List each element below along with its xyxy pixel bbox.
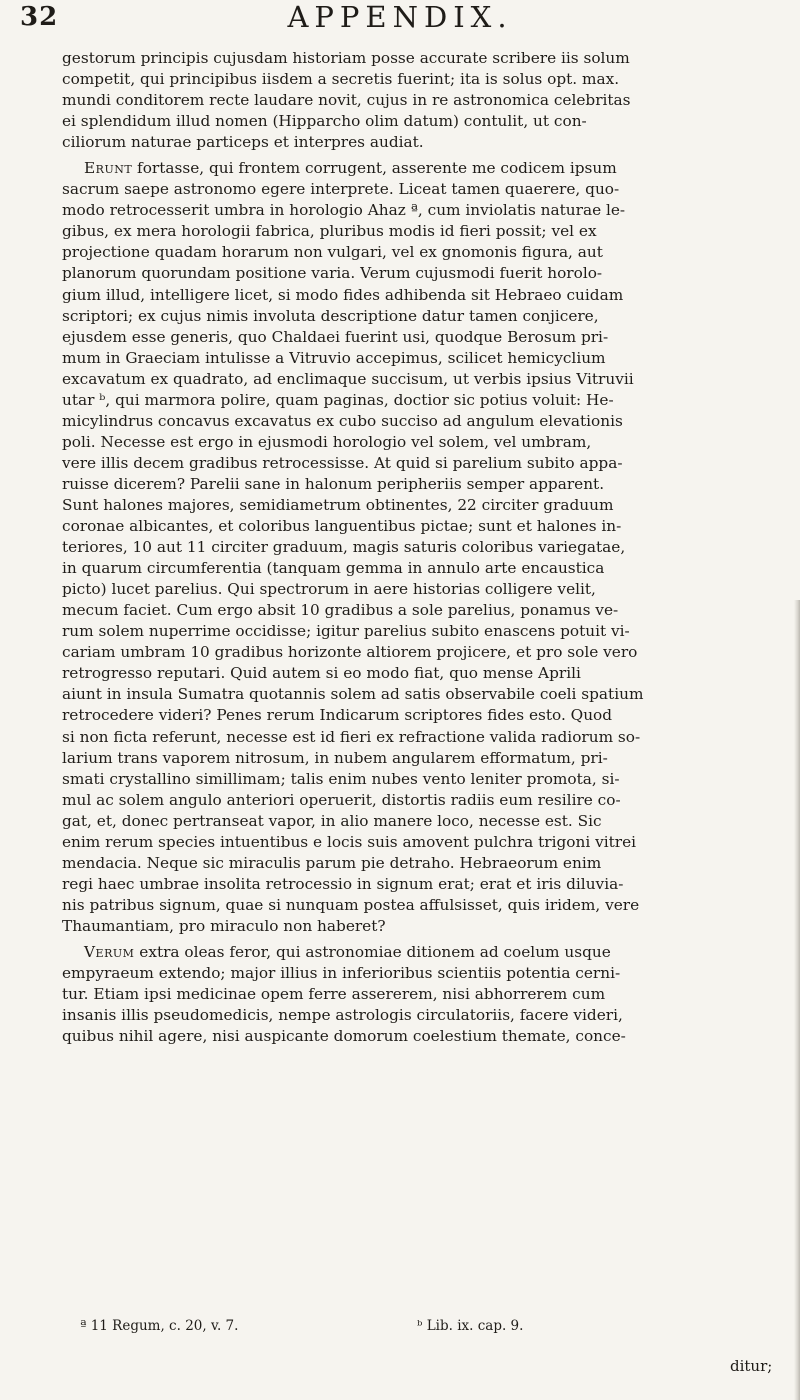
line-text: ciliorum naturae particeps et interpres audiat. [62,133,424,152]
line-text: retrogresso reputari. Quid autem si eo modo fiat, quo mense Aprili [62,664,581,683]
line-text: mendacia. Neque sic miraculis parum pie detraho. Hebraeorum enim [62,853,602,872]
line-text: fortasse, qui frontem corrugent, asserente me codicem ipsum [132,159,617,178]
line-text: micylindrus concavus excavatus ex cubo succiso ad angulum elevationis [62,411,623,430]
line-text: poli. Necesse est ergo in ejusmodi horologio vel solem, vel umbram, [62,432,592,451]
paragraph-3 [62,942,768,1047]
text-line [62,942,768,963]
line-text: mul ac solem angulo anteriori operuerit, distortis radiis eum resilire co- [62,790,621,809]
line-text: insanis illis pseudomedicis, nempe astrologis circulatoriis, facere videri, [62,1006,623,1025]
line-text: mum in Graeciam intulisse a Vitruvio accepimus, scilicet hemicyclium [62,348,606,367]
line-text: mundi conditorem recte laudare novit, cujus in re astronomica celebritas [62,91,631,110]
text-line [62,663,768,684]
text-line [62,200,768,221]
line-text: gium illud, intelligere licet, si modo fides adhibenda sit Hebraeo cuidam [62,285,624,304]
paragraph-lead-word: Verum [84,942,135,961]
line-text: gestorum principis cujusdam historiam posse accurate scribere iis solum [62,49,630,67]
text-line [62,348,768,369]
text-line [62,453,768,474]
line-text: utar ᵇ, qui marmora polire, quam paginas, doctior sic potius voluit: He- [62,390,614,409]
text-line [62,132,768,153]
line-text: ei splendidum illud nomen (Hipparcho olim datum) contulit, ut con- [62,112,587,131]
line-text: ejusdem esse generis, quo Chaldaei fuerint usi, quodque Berosum pri- [62,327,609,346]
text-line [62,242,768,263]
text-line [62,963,768,984]
line-text: scriptori; ex cujus nimis involuta descriptione datur tamen conjicere, [62,306,599,325]
text-line [62,285,768,306]
line-text: Sunt halones majores, semidiametrum obtinentes, 22 circiter graduum [62,495,614,514]
text-line [62,558,768,579]
running-head: APPENDIX. [287,0,513,34]
page-number: 32 [20,2,59,32]
text-line [62,684,768,705]
text-line [62,369,768,390]
text-line [62,221,768,242]
text-line [62,537,768,558]
line-text: enim rerum species intuentibus e locis suis amovent pulchra trigoni vitrei [62,832,637,851]
page-header [20,0,780,40]
line-text: retrocedere videri? Penes rerum Indicarum scriptores fides esto. Quod [62,706,613,725]
footnotes [62,1318,768,1342]
text-line [62,516,768,537]
line-text: gibus, ex mera horologii fabrica, pluribus modis id fieri possit; vel ex [62,222,597,241]
text-line [62,832,768,853]
line-text: gat, et, donec pertranseat vapor, in alio manere loco, necesse est. Sic [62,811,602,830]
text-line [62,600,768,621]
text-line [62,179,768,200]
text-line [62,727,768,748]
text-line [62,495,768,516]
text-line [62,69,768,90]
text-line [62,411,768,432]
body-text [62,48,768,1047]
text-line [62,432,768,453]
line-text: vere illis decem gradibus retrocessisse. At quid si parelium subito appa- [62,453,623,472]
text-line [62,895,768,916]
line-text: in quarum circumferentia (tanquam gemma in annulo arte encaustica [62,559,605,578]
text-line [62,390,768,411]
line-text: sacrum saepe astronomo egere interprete. Liceat tamen quaerere, quo- [62,180,620,199]
footnote-b: ᵇ Lib. ix. cap. 9. [417,1318,524,1334]
text-line [62,984,768,1005]
line-text: regi haec umbrae insolita retrocessio in signum erat; erat et iris diluvia- [62,874,624,893]
text-line [62,48,768,69]
line-text: quibus nihil agere, nisi auspicante domorum coelestium themate, conce- [62,1027,626,1046]
page-gutter-shadow [794,600,800,1400]
line-text: planorum quorundam positione varia. Verum cujusmodi fuerit horolo- [62,264,603,283]
paragraph-lead-word: Erunt [84,159,133,178]
text-line [62,306,768,327]
text-line [62,474,768,495]
line-text: Thaumantiam, pro miraculo non haberet? [62,916,386,935]
line-text: aiunt in insula Sumatra quotannis solem ad satis observabile coeli spatium [62,685,644,704]
text-line [62,642,768,663]
text-line [62,705,768,726]
text-line [62,263,768,284]
text-line [62,579,768,600]
line-text: coronae albicantes, et coloribus languentibus pictae; sunt et halones in- [62,517,622,536]
text-line [62,811,768,832]
text-line [62,158,768,179]
line-text: competit, qui principibus iisdem a secretis fuerint; ita is solus opt. max. [62,70,620,89]
text-line [62,621,768,642]
line-text: larium trans vaporem nitrosum, in nubem angularem efformatum, pri- [62,748,608,767]
text-line [62,853,768,874]
text-line [62,769,768,790]
line-text: nis patribus signum, quae si nunquam postea affulsisset, quis iridem, vere [62,895,640,914]
text-line [62,90,768,111]
line-text: projectione quadam horarum non vulgari, vel ex gnomonis figura, aut [62,243,603,262]
line-text: teriores, 10 aut 11 circiter graduum, magis saturis coloribus variegatae, [62,538,626,557]
line-text: ruisse dicerem? Parelii sane in halonum peripheriis semper apparent. [62,474,605,493]
text-line [62,327,768,348]
text-line [62,748,768,769]
line-text: cariam umbram 10 gradibus horizonte altiorem projicere, et pro sole vero [62,643,638,662]
paragraph-1 [62,48,768,153]
line-text: mecum faciet. Cum ergo absit 10 gradibus a sole parelius, ponamus ve- [62,601,619,620]
line-text: excavatum ex quadrato, ad enclimaque succisum, ut verbis ipsius Vitruvii [62,369,634,388]
text-line [62,790,768,811]
text-line [62,1005,768,1026]
line-text: smati crystallino simillimam; talis enim nubes vento leniter promota, si- [62,769,620,788]
line-text: empyraeum extendo; major illius in inferioribus scientiis potentia cerni- [62,964,621,983]
text-line [62,1026,768,1047]
line-text: picto) lucet parelius. Qui spectrorum in aere historias colligere velit, [62,580,596,599]
line-text: modo retrocesserit umbra in horologio Ahaz ª, cum inviolatis naturae le- [62,201,626,220]
line-text: extra oleas feror, qui astronomiae ditionem ad coelum usque [134,942,611,961]
text-line [62,874,768,895]
catchword: ditur; [730,1357,773,1375]
paragraph-2 [62,158,768,937]
line-text: si non ficta referunt, necesse est id fieri ex refractione valida radiorum so- [62,727,641,746]
text-line [62,111,768,132]
footnote-a: ª 11 Regum, c. 20, v. 7. [80,1318,239,1334]
line-text: tur. Etiam ipsi medicinae opem ferre assererem, nisi abhorrerem cum [62,985,606,1004]
line-text: rum solem nuperrime occidisse; igitur parelius subito enascens potuit vi- [62,622,630,641]
text-line [62,916,768,937]
